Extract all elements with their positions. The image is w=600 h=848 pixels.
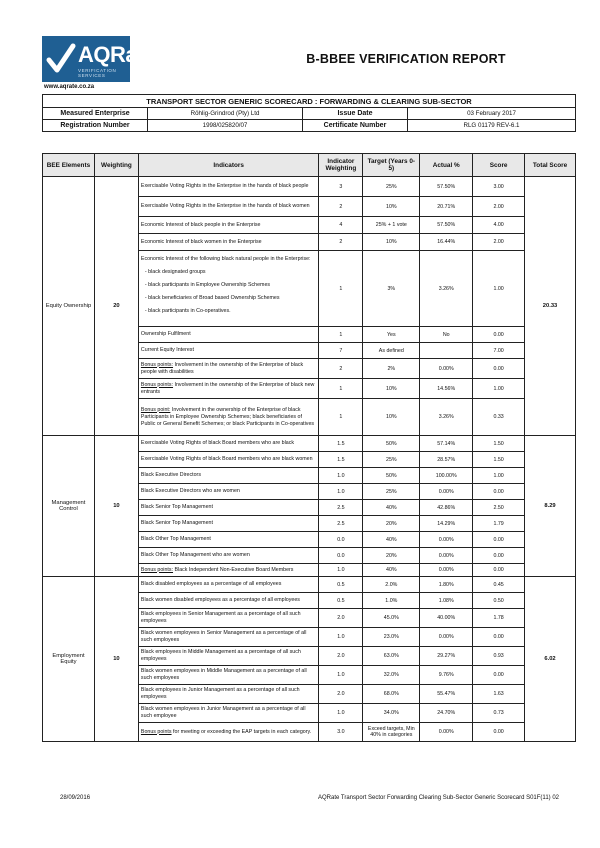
indicator-cell [138, 177, 318, 197]
score: 1.78 [473, 609, 525, 628]
indicator-weighting: 2 [319, 197, 363, 217]
target: 10% [363, 234, 420, 251]
score: 0.00 [473, 484, 525, 500]
indicator-text: Involvement in the ownership of the Enterprise of black people with disabilities [140, 361, 304, 375]
actual-percent: 16.44% [420, 234, 473, 251]
indicator-cell [138, 548, 318, 564]
actual-percent: 14.29% [420, 516, 473, 532]
indicator-cell [138, 723, 318, 742]
indicator-cell [138, 647, 318, 666]
score: 2.50 [473, 500, 525, 516]
indicator-weighting: 0.0 [319, 548, 363, 564]
issue-value: 03 February 2017 [408, 108, 576, 120]
indicator-weighting: 2 [319, 234, 363, 251]
indicator-weighting: 1.5 [319, 436, 363, 452]
score: 0.73 [473, 704, 525, 723]
indicator-cell [138, 609, 318, 628]
actual-percent: 0.00% [420, 548, 473, 564]
indicator-weighting: 0.0 [319, 532, 363, 548]
logo-brand: AQRate [78, 42, 156, 67]
actual-percent: 57.50% [420, 177, 473, 197]
indicator-weighting: 2.0 [319, 685, 363, 704]
element-equity: Equity Ownership [43, 177, 95, 436]
target: 40% [363, 532, 420, 548]
indicator-weighting: 0.5 [319, 577, 363, 593]
indicator-cell [138, 704, 318, 723]
report-title: B-BBEE VERIFICATION REPORT [306, 52, 506, 66]
indicator-text: Black women employees in Junior Management as a percentage of all such employee [140, 706, 306, 719]
target: As defined [363, 343, 420, 359]
indicator-text: Economic Interest of black women in the Enterprise [140, 238, 262, 245]
score: 3.00 [473, 177, 525, 197]
indicator-text: Involvement in the ownership of the Enterprise of black Participants in Employee Ownership Schemes; black beneficiaries of Public or General Benefit Schemes; or black Participants in Co-operatives [140, 406, 315, 427]
indicator-text: Black disabled employees as a percentage of all employees [140, 581, 282, 587]
indicator-cell [138, 516, 318, 532]
indicator-text: Exercisable Voting Rights of black Board members who are black women [140, 456, 313, 462]
measured-value: Röhlig-Grindrod (Pty) Ltd [148, 108, 303, 120]
actual-percent: 1.08% [420, 593, 473, 609]
col-actual: Actual % [420, 154, 473, 177]
score: 0.00 [473, 628, 525, 647]
indicator-text: Black employees in Junior Management as a percentage of all such employees [140, 687, 300, 700]
table-row [43, 436, 576, 452]
target: 1.0% [363, 593, 420, 609]
score: 0.00 [473, 564, 525, 577]
indicator-text: Black employees in Middle Management as a percentage of all such employees [140, 649, 301, 662]
aqrate-logo [42, 36, 156, 82]
target: 40% [363, 500, 420, 516]
indicator-cell [138, 500, 318, 516]
indicator-weighting: 1 [319, 379, 363, 399]
target: 40% [363, 564, 420, 577]
indicator-text: Black Other Top Management [140, 536, 211, 542]
actual-percent: No [420, 327, 473, 343]
actual-percent [420, 343, 473, 359]
indicator-text: Black women disabled employees as a percentage of all employees [140, 597, 300, 603]
cert-label: Certificate Number [303, 120, 408, 132]
indicator-cell [138, 666, 318, 685]
indicator-weighting: 1 [319, 251, 363, 327]
header-table [42, 94, 576, 132]
indicator-sublist [141, 269, 316, 315]
logo-url: www.aqrate.co.za [44, 84, 95, 90]
indicator-text: Black Senior Top Management [140, 520, 213, 526]
indicator-text: for meeting or exceeding the EAP targets in each category. [171, 728, 312, 735]
indicator-weighting: 1 [319, 327, 363, 343]
indicator-cell [138, 327, 318, 343]
indicator-text: Black Independent Non-Executive Board Members [173, 566, 294, 573]
score: 1.79 [473, 516, 525, 532]
actual-percent: 57.14% [420, 436, 473, 452]
total-score: 6.02 [525, 577, 576, 742]
total-score: 8.29 [525, 436, 576, 577]
bonus-label: Bonus points [140, 728, 172, 735]
col-target: Target (Years 0-5) [363, 154, 420, 177]
indicator-text: Exercisable Voting Rights in the Enterprise in the hands of black people [140, 183, 309, 189]
indicator-cell [138, 251, 318, 327]
actual-percent: 0.00% [420, 564, 473, 577]
indicator-text: Black women employees in Senior Management as a percentage of all such employees [140, 630, 307, 643]
target: Exceed targets, Min 40% in categories [363, 723, 420, 742]
score: 1.50 [473, 436, 525, 452]
indicator-text: Current Equity Interest [140, 347, 194, 353]
target: 63.0% [363, 647, 420, 666]
indicator-cell [138, 452, 318, 468]
element-weighting: 10 [94, 577, 138, 742]
table-row [43, 177, 576, 197]
target: 2% [363, 359, 420, 379]
indicator-cell [138, 532, 318, 548]
indicator-weighting: 3 [319, 177, 363, 197]
element-weighting: 10 [94, 436, 138, 577]
indicator-weighting: 1.0 [319, 468, 363, 484]
actual-percent: 100.00% [420, 468, 473, 484]
indicator-subitem: - black participants in Co-operatives. [144, 308, 231, 314]
score: 0.93 [473, 647, 525, 666]
indicator-text: Ownership Fulfilment [140, 331, 191, 337]
actual-percent: 28.57% [420, 452, 473, 468]
indicator-text: Black Executive Directors [140, 472, 201, 478]
score: 0.50 [473, 593, 525, 609]
indicator-weighting: 2.5 [319, 500, 363, 516]
target: 34.0% [363, 704, 420, 723]
target: 25% + 1 vote [363, 217, 420, 234]
col-score: Score [473, 154, 525, 177]
target: 50% [363, 436, 420, 452]
target: Yes [363, 327, 420, 343]
target: 25% [363, 484, 420, 500]
measured-label: Measured Enterprise [43, 108, 148, 120]
score: 0.00 [473, 327, 525, 343]
indicator-weighting: 2.0 [319, 609, 363, 628]
indicator-weighting: 2 [319, 359, 363, 379]
actual-percent: 20.71% [420, 197, 473, 217]
score: 0.00 [473, 359, 525, 379]
target: 20% [363, 516, 420, 532]
target: 45.0% [363, 609, 420, 628]
col-weighting: Weighting [94, 154, 138, 177]
score: 0.00 [473, 532, 525, 548]
indicator-cell [138, 468, 318, 484]
target: 3% [363, 251, 420, 327]
table-row [43, 577, 576, 593]
actual-percent: 40.00% [420, 609, 473, 628]
indicator-cell [138, 379, 318, 399]
indicator-cell [138, 685, 318, 704]
issue-label: Issue Date [303, 108, 408, 120]
actual-percent: 3.26% [420, 251, 473, 327]
score: 0.45 [473, 577, 525, 593]
col-indicators: Indicators [138, 154, 318, 177]
footer-doc-ref: AQRate Transport Sector Forwarding Clearing Sub-Sector Generic Scorecard S01F(11) 02 [318, 795, 559, 801]
indicator-cell [138, 484, 318, 500]
indicator-text: Black Senior Top Management [140, 504, 213, 510]
indicator-cell [138, 217, 318, 234]
target: 68.0% [363, 685, 420, 704]
actual-percent: 1.80% [420, 577, 473, 593]
indicator-cell [138, 593, 318, 609]
checkmark-icon [46, 40, 76, 78]
bonus-label: Bonus points: [140, 361, 174, 368]
actual-percent: 42.86% [420, 500, 473, 516]
score: 2.00 [473, 197, 525, 217]
target: 10% [363, 197, 420, 217]
logo-tagline: VERIFICATION SERVICES [78, 68, 117, 78]
actual-percent: 0.00% [420, 723, 473, 742]
target: 23.0% [363, 628, 420, 647]
indicator-weighting: 2.0 [319, 647, 363, 666]
col-elements: BEE Elements [43, 154, 95, 177]
indicator-weighting: 7 [319, 343, 363, 359]
score: 0.00 [473, 548, 525, 564]
indicator-text: Black employees in Senior Management as a percentage of all such employees [140, 611, 301, 624]
indicator-text: Economic Interest of black people in the Enterprise [140, 221, 261, 228]
indicator-text: Black Executive Directors who are women [140, 488, 240, 494]
score: 1.50 [473, 452, 525, 468]
score: 0.00 [473, 666, 525, 685]
indicator-cell [138, 359, 318, 379]
bonus-label: Bonus points: [140, 566, 174, 573]
cert-value: RLG 01179 REV-6.1 [408, 120, 576, 132]
score: 1.00 [473, 468, 525, 484]
actual-percent: 24.70% [420, 704, 473, 723]
target: 25% [363, 177, 420, 197]
indicator-subitem: - black participants in Employee Ownership Schemes [144, 282, 271, 288]
indicator-cell [138, 343, 318, 359]
score: 4.00 [473, 217, 525, 234]
target: 50% [363, 468, 420, 484]
indicator-weighting: 1.0 [319, 704, 363, 723]
indicator-weighting: 1.0 [319, 564, 363, 577]
indicator-weighting: 1.0 [319, 666, 363, 685]
col-ind-weighting: Indicator Weighting [319, 154, 363, 177]
indicator-weighting: 1.0 [319, 628, 363, 647]
target: 25% [363, 452, 420, 468]
indicator-weighting: 1 [319, 399, 363, 436]
score: 0.33 [473, 399, 525, 436]
reg-label: Registration Number [43, 120, 148, 132]
sector-title: TRANSPORT SECTOR GENERIC SCORECARD : FORWARDING & CLEARING SUB-SECTOR [43, 95, 576, 108]
indicator-cell [138, 628, 318, 647]
indicator-cell [138, 197, 318, 217]
target: 10% [363, 399, 420, 436]
actual-percent: 0.00% [420, 532, 473, 548]
target: 10% [363, 379, 420, 399]
indicator-weighting: 1.5 [319, 452, 363, 468]
indicator-text: Involvement in the ownership of the Enterprise of black new entrants [140, 381, 315, 395]
bonus-label: Bonus point: [140, 406, 171, 413]
actual-percent: 14.56% [420, 379, 473, 399]
indicator-text: Exercisable Voting Rights of black Board members who are black [140, 440, 295, 446]
actual-percent: 0.00% [420, 359, 473, 379]
indicator-weighting: 4 [319, 217, 363, 234]
bonus-label: Bonus points: [140, 381, 174, 388]
indicator-cell [138, 436, 318, 452]
target: 20% [363, 548, 420, 564]
score: 1.00 [473, 379, 525, 399]
footer-date: 28/09/2016 [60, 795, 91, 801]
indicator-cell [138, 234, 318, 251]
indicator-subitem: - black designated groups [144, 269, 206, 275]
actual-percent: 0.00% [420, 484, 473, 500]
col-total: Total Score [525, 154, 576, 177]
indicator-text: Black Other Top Management who are women [140, 552, 250, 558]
target: 2.0% [363, 577, 420, 593]
actual-percent: 57.50% [420, 217, 473, 234]
score: 2.00 [473, 234, 525, 251]
element-weighting: 20 [94, 177, 138, 436]
indicator-text: Black women employees in Middle Management as a percentage of all such employees [140, 668, 307, 681]
score: 0.00 [473, 723, 525, 742]
target: 32.0% [363, 666, 420, 685]
element-management: Management Control [43, 436, 95, 577]
indicator-cell [138, 577, 318, 593]
actual-percent: 0.00% [420, 628, 473, 647]
indicator-weighting: 0.5 [319, 593, 363, 609]
actual-percent: 9.76% [420, 666, 473, 685]
score: 7.00 [473, 343, 525, 359]
indicator-weighting: 3.0 [319, 723, 363, 742]
indicator-weighting: 2.5 [319, 516, 363, 532]
scorecard-table [42, 153, 576, 742]
actual-percent: 55.47% [420, 685, 473, 704]
actual-percent: 3.26% [420, 399, 473, 436]
indicator-text: Economic Interest of the following black natural people in the Enterprise: [140, 256, 311, 262]
reg-value: 1998/025820/07 [148, 120, 303, 132]
element-employment: Employment Equity [43, 577, 95, 742]
indicator-weighting: 1.0 [319, 484, 363, 500]
actual-percent: 29.27% [420, 647, 473, 666]
indicator-subitem: - black beneficiaries of Broad based Ownership Schemes [144, 295, 280, 301]
indicator-text: Exercisable Voting Rights in the Enterprise in the hands of black women [140, 203, 310, 209]
indicator-cell [138, 399, 318, 436]
total-score: 20.33 [525, 177, 576, 436]
score: 1.00 [473, 251, 525, 327]
indicator-cell [138, 564, 318, 577]
score: 1.63 [473, 685, 525, 704]
